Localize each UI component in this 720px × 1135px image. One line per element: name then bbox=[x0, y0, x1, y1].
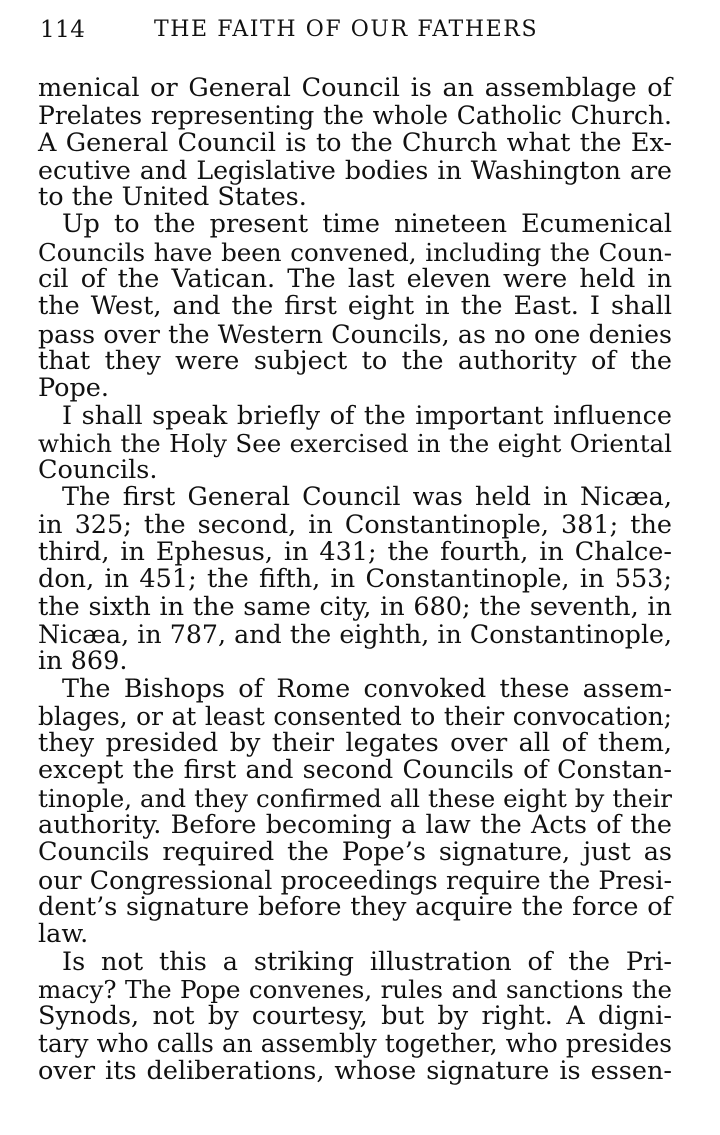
paragraph bbox=[38, 946, 672, 1086]
text-line: tary who calls an assembly together, who presides bbox=[38, 1029, 672, 1059]
text-line: Synods, not by courtesy, but by right. A digni- bbox=[38, 1001, 672, 1032]
text-line: Nicæa, in 787, and the eighth, in Constantinople, bbox=[38, 619, 672, 649]
text-line: pass over the Western Councils, as no one denies bbox=[38, 319, 672, 349]
text-line: authority. Before becoming a law the Acts of the bbox=[38, 810, 672, 841]
text-line: Pope. bbox=[38, 373, 109, 404]
text-line: in 869. bbox=[38, 646, 128, 677]
text-line: dent’s signature before they acquire the force of bbox=[38, 891, 672, 922]
text-line: the sixth in the same city, in 680; the seventh, in bbox=[38, 591, 672, 622]
text-line: blages, or at least consented to their convocation; bbox=[38, 701, 672, 731]
text-line: Up to the present time nineteen Ecumenical bbox=[62, 209, 672, 240]
text-line: in 325; the second, in Constantinople, 381; the bbox=[38, 509, 672, 540]
paragraph bbox=[38, 400, 672, 486]
text-line: Councils have been convened, including the Coun- bbox=[38, 237, 672, 267]
text-line: Is not this a striking illustration of the Pri- bbox=[62, 946, 672, 977]
text-line: ecutive and Legislative bodies in Washington are bbox=[38, 155, 672, 185]
text-line: menical or General Council is an assemblage of bbox=[38, 73, 672, 103]
text-line: The first General Council was held in Nicæa, bbox=[62, 482, 672, 513]
text-line: to the United States. bbox=[38, 182, 307, 213]
text-line: that they were subject to the authority of the bbox=[38, 345, 672, 376]
text-line: macy? The Pope convenes, rules and sanctions the bbox=[38, 974, 672, 1004]
text-line: over its deliberations, whose signature is essen- bbox=[38, 1055, 672, 1086]
text-line: Councils. bbox=[38, 455, 158, 486]
running-head bbox=[40, 17, 680, 47]
text-line: don, in 451; the fifth, in Constantinople, in 553; bbox=[38, 564, 672, 595]
paragraph bbox=[38, 673, 672, 950]
text-line: except the first and second Councils of Constan- bbox=[38, 755, 672, 786]
text-line: A General Council is to the Church what the Ex- bbox=[38, 127, 672, 158]
page-number: 114 bbox=[40, 17, 86, 43]
text-line: Prelates representing the whole Catholic Church. bbox=[38, 101, 672, 131]
text-line: tinople, and they confirmed all these eight by their bbox=[38, 783, 672, 813]
text-line: which the Holy See exercised in the eight Oriental bbox=[38, 428, 672, 458]
paragraph bbox=[38, 75, 672, 211]
body-text bbox=[38, 75, 672, 1085]
text-line: our Congressional proceedings require the Presi- bbox=[38, 865, 672, 895]
text-line: Councils required the Pope’s signature, just as bbox=[38, 837, 672, 868]
text-line: law. bbox=[38, 919, 89, 950]
text-line: third, in Ephesus, in 431; the fourth, in Chalce- bbox=[38, 537, 672, 568]
text-line: the West, and the first eight in the East. I shall bbox=[38, 291, 672, 322]
book-title: THE FAITH OF OUR FATHERS bbox=[154, 17, 539, 42]
text-line: The Bishops of Rome convoked these assem- bbox=[62, 673, 672, 704]
text-line: cil of the Vatican. The last eleven were held in bbox=[38, 264, 672, 295]
paragraph bbox=[38, 211, 672, 402]
text-line: they presided by their legates over all of them, bbox=[38, 728, 672, 759]
paragraph bbox=[38, 484, 672, 675]
text-line: I shall speak briefly of the important influence bbox=[62, 400, 672, 431]
